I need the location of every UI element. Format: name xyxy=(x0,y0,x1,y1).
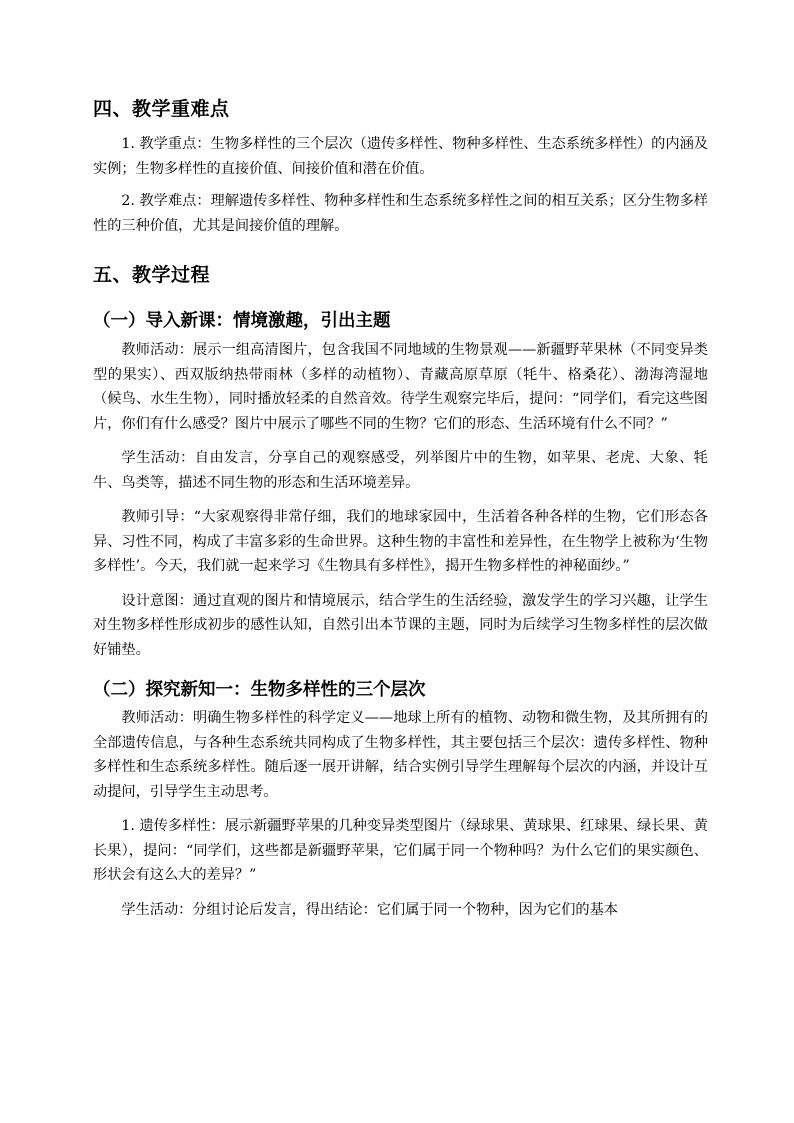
student-discussion-paragraph: 学生活动：分组讨论后发言，得出结论：它们属于同一个物种，因为它们的基本 xyxy=(121,901,618,918)
teacher-guidance-paragraph: 教师引导：“大家观察得非常仔细，我们的地球家园中，生活着各种各样的生物，它们形态各异、习性不同，构成了丰富多彩的生命世界。这种生物的丰富性和差异性，在生物学上被称为‘生物多样性’。今天，我们就一起来学习《生物具有多样性》，揭开生物多样性的神秘面纱。” xyxy=(93,509,708,574)
subsection-intro-heading: （一）导入新课：情境激趣，引出主题 xyxy=(93,311,391,331)
teacher-activity-definition-paragraph: 教师活动：明确生物多样性的科学定义——地球上所有的植物、动物和微生物，及其所拥有的全部遗传信息，与各种生态系统共同构成了生物多样性，其主要包括三个层次：遗传多样性、物种多样性和生态系统多样性。随后逐一展开讲解，结合实例引导学生理解每个层次的内涵，并设计互动提问，引导学生主动思考。 xyxy=(93,710,708,800)
section-five-heading: 五、教学过程 xyxy=(93,264,211,286)
design-intent-paragraph: 设计意图：通过直观的图片和情境展示，结合学生的生活经验，激发学生的学习兴趣，让学生对生物多样性形成初步的感性认知，自然引出本节课的主题，同时为后续学习生物多样性的层次做好铺垫。 xyxy=(93,592,708,658)
difficult-points-paragraph: 2. 教学难点：理解遗传多样性、物种多样性和生态系统多样性之间的相互关系；区分生物多样性的三种价值，尤其是间接价值的理解。 xyxy=(93,193,708,234)
teacher-activity-paragraph: 教师活动：展示一组高清图片，包含我国不同地域的生物景观——新疆野苹果林（不同变异类型的果实）、西双版纳热带雨林（多样的动植物）、青藏高原草原（牦牛、格桑花）、渤海湾湿地（候鸟、水生生物），同时播放轻柔的自然音效。待学生观察完毕后，提问：“同学们，看完这些图片，你们有什么感受？图片中展示了哪些不同的生物？它们的形态、生活环境有什么不同？” xyxy=(93,342,708,432)
genetic-diversity-paragraph: 1. 遗传多样性：展示新疆野苹果的几种变异类型图片（绿球果、黄球果、红球果、绿长果、黄长果），提问：“同学们，这些都是新疆野苹果，它们属于同一个物种吗？为什么它们的果实颜色、形状会有这么大的差异？” xyxy=(93,818,708,883)
student-activity-paragraph: 学生活动：自由发言，分享自己的观察感受，列举图片中的生物，如苹果、老虎、大象、牦牛、鸟类等，描述不同生物的形态和生活环境差异。 xyxy=(93,450,708,491)
subsection-levels-heading: （二）探究新知一：生物多样性的三个层次 xyxy=(93,680,426,700)
section-four-heading: 四、教学重难点 xyxy=(93,98,230,120)
document-page xyxy=(93,92,708,922)
key-points-paragraph: 1. 教学重点：生物多样性的三个层次（遗传多样性、物种多样性、生态系统多样性）的内涵及实例；生物多样性的直接价值、间接价值和潜在价值。 xyxy=(93,136,708,177)
